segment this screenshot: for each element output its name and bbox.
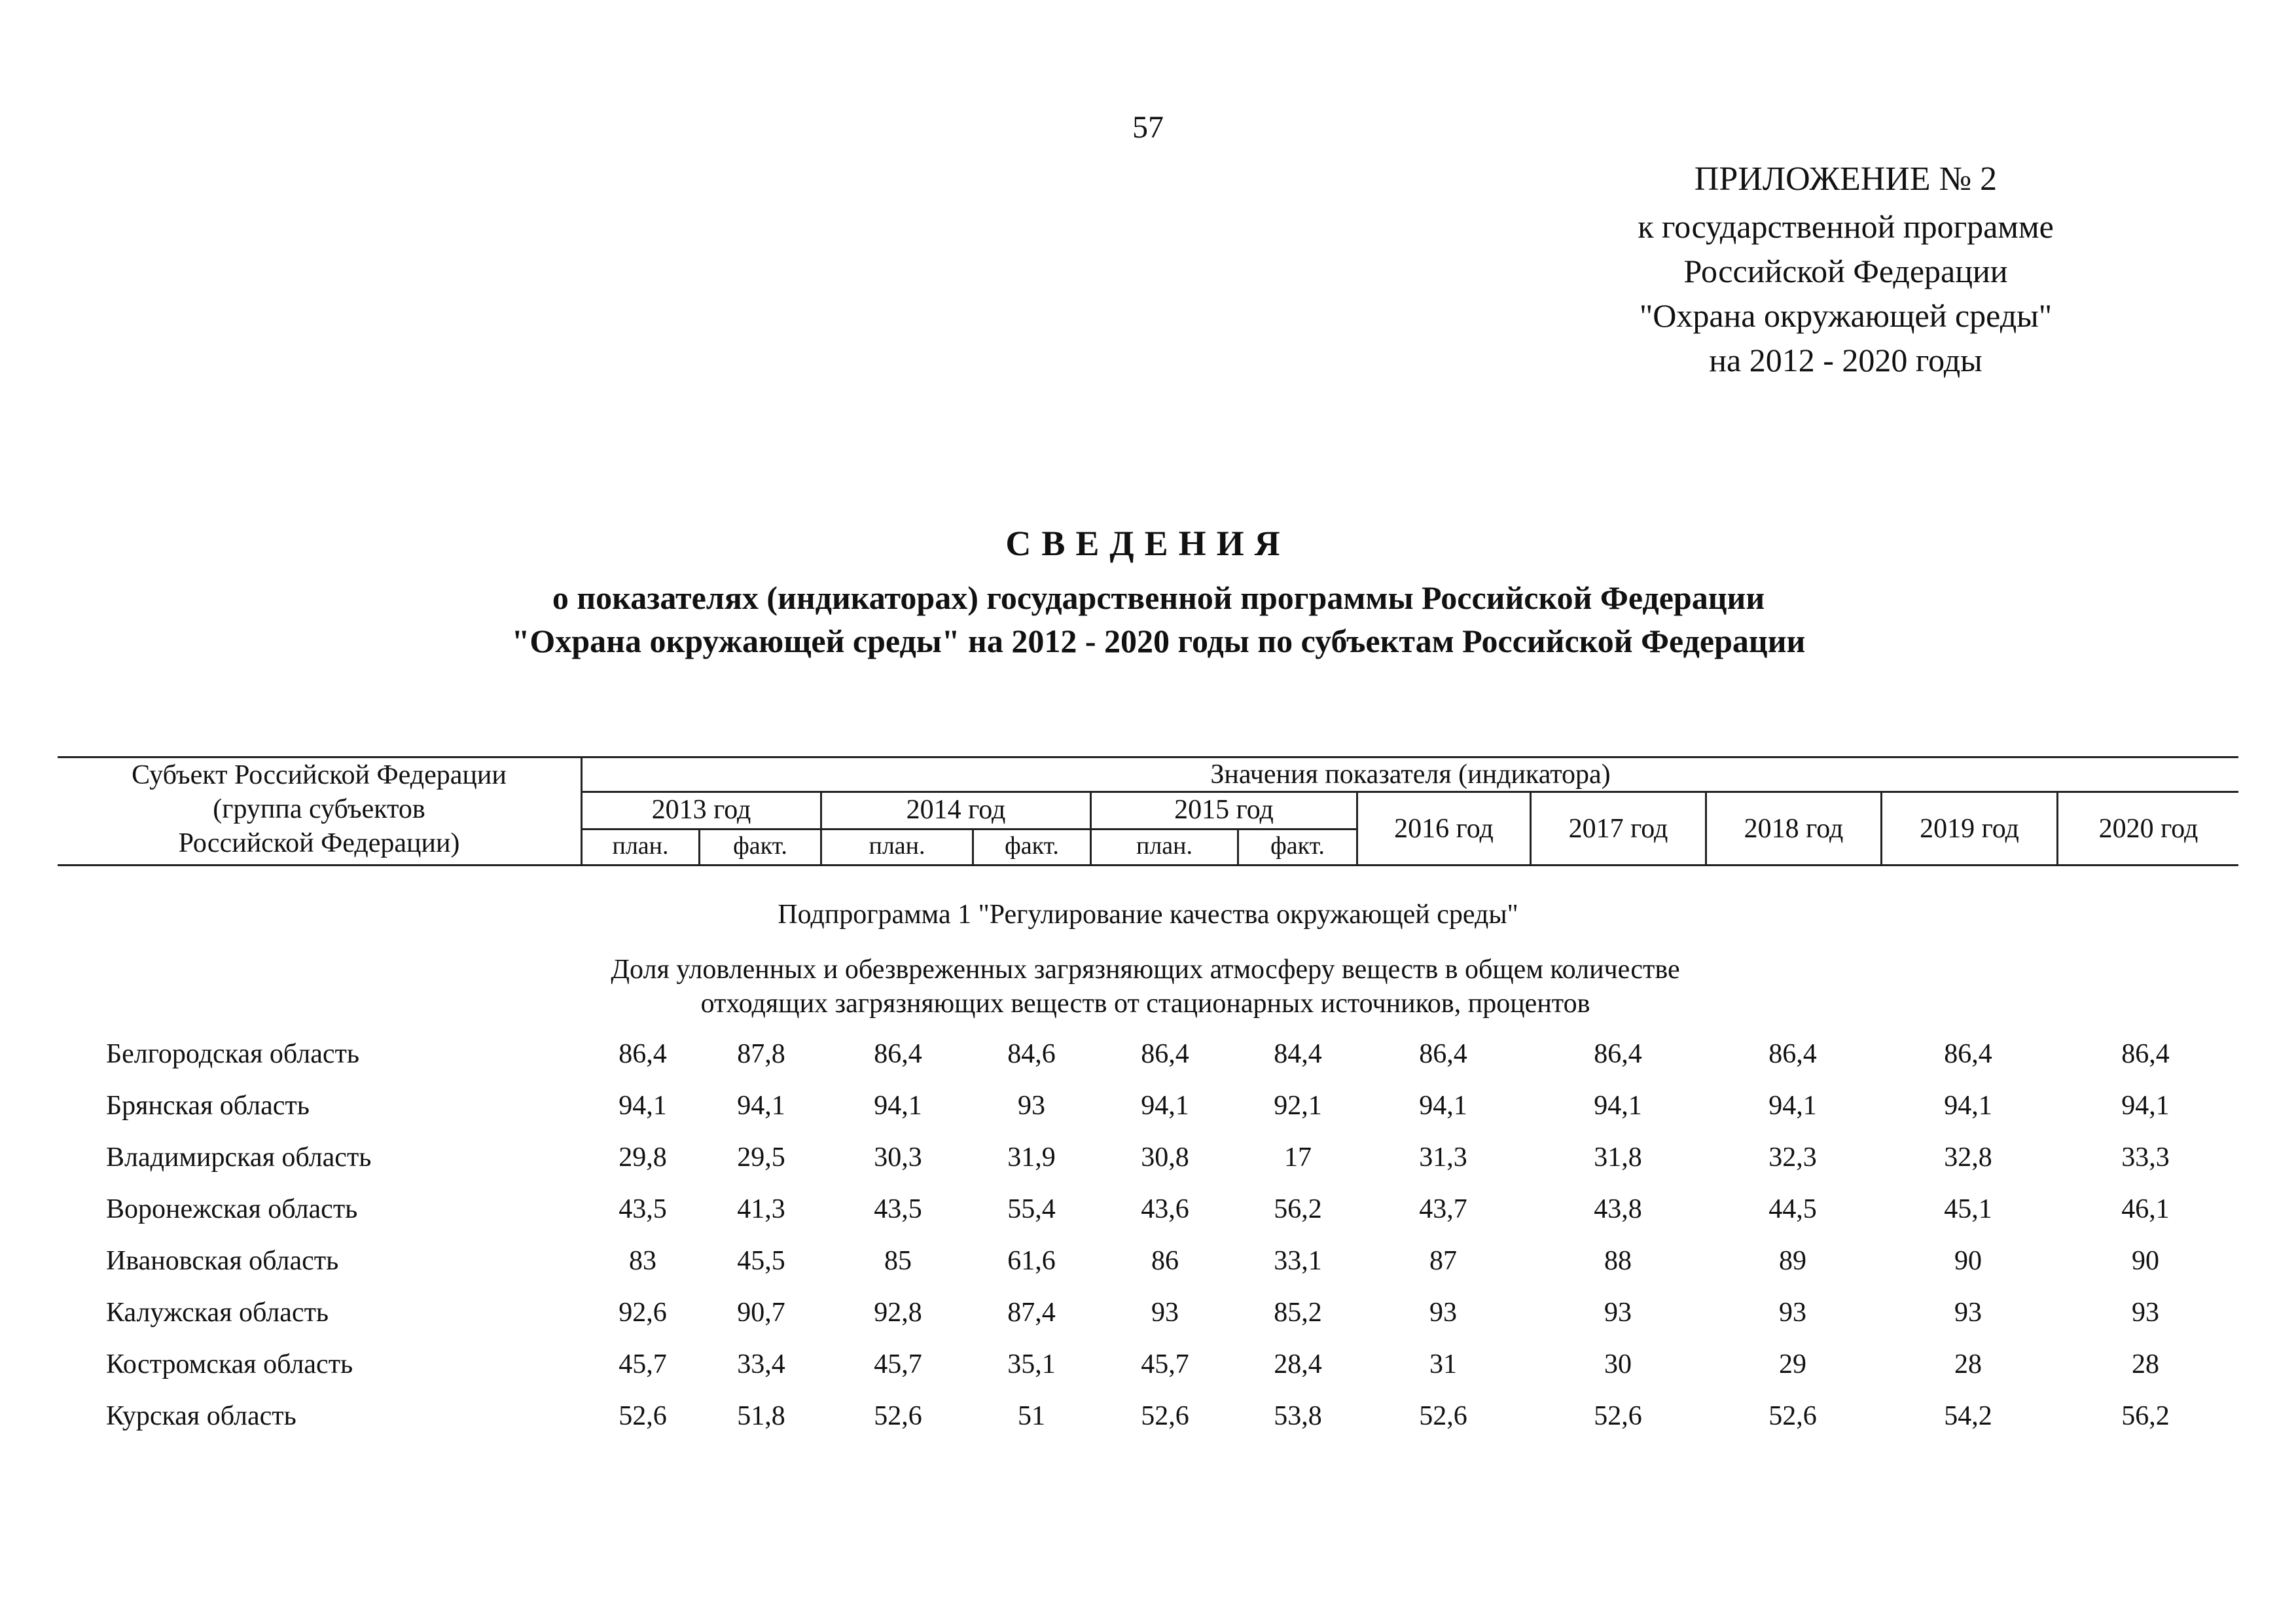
value-cell: 94,1 [619,1091,667,1121]
year-header-2015: 2015 год [1174,795,1274,825]
appendix-line: к государственной программе [1638,208,2054,245]
plan-header: план. [1136,832,1193,860]
value-cell: 86,4 [1594,1039,1642,1069]
value-cell: 43,8 [1594,1194,1642,1224]
value-cell: 93 [2132,1298,2159,1328]
indicator-line: отходящих загрязняющих веществ от стационарных источников, процентов [700,989,1590,1019]
subject-header-line: (группа субъектов [213,794,425,824]
value-cell: 93 [1954,1298,1982,1328]
value-cell: 45,5 [737,1246,785,1276]
value-cell: 45,7 [619,1349,667,1379]
value-cell: 93 [1151,1298,1179,1328]
value-cell: 89 [1779,1246,1806,1276]
value-cell: 94,1 [874,1091,922,1121]
region-name: Калужская область [106,1298,329,1328]
year-header-2018: 2018 год [1744,814,1844,844]
value-cell: 90,7 [737,1298,785,1328]
value-cell: 51,8 [737,1401,785,1431]
fact-header: факт. [733,832,787,860]
value-cell: 56,2 [2121,1401,2170,1431]
value-cell: 84,6 [1007,1039,1056,1069]
value-cell: 94,1 [1768,1091,1817,1121]
value-cell: 61,6 [1007,1246,1056,1276]
value-cell: 43,5 [874,1194,922,1224]
value-cell: 33,1 [1274,1246,1322,1276]
region-name: Белгородская область [106,1039,360,1069]
value-cell: 51 [1018,1401,1045,1431]
value-cell: 46,1 [2121,1194,2170,1224]
value-cell: 29 [1779,1349,1806,1379]
value-cell: 94,1 [737,1091,785,1121]
fact-header: факт. [1270,832,1325,860]
region-name: Ивановская область [106,1246,339,1276]
value-cell: 43,6 [1141,1194,1189,1224]
document-title: СВЕДЕНИЯ [1005,524,1291,563]
value-cell: 52,6 [619,1401,667,1431]
appendix-line: "Охрана окружающей среды" [1639,297,2053,334]
value-cell: 52,6 [1594,1401,1642,1431]
value-cell: 94,1 [2121,1091,2170,1121]
region-name: Курская область [106,1401,296,1431]
appendix-line: на 2012 - 2020 годы [1709,342,1982,378]
value-cell: 29,5 [737,1142,785,1173]
table-row [0,1241,2296,1281]
value-cell: 87,8 [737,1039,785,1069]
value-cell: 86,4 [2121,1039,2170,1069]
value-cell: 93 [1779,1298,1806,1328]
value-cell: 33,4 [737,1349,785,1379]
value-cell: 31 [1429,1349,1457,1379]
table-row [0,1345,2296,1384]
appendix-block [1505,157,2186,382]
year-header-2014: 2014 год [906,795,1006,825]
appendix-line: Российской Федерации [1683,253,2008,289]
value-cell: 44,5 [1768,1194,1817,1224]
region-name: Брянская область [106,1091,310,1121]
value-cell: 28,4 [1274,1349,1322,1379]
value-cell: 85 [884,1246,912,1276]
indicator-description [393,953,1898,1021]
value-cell: 86,4 [1419,1039,1467,1069]
year-header-2020: 2020 год [2098,814,2198,844]
value-cell: 31,9 [1007,1142,1056,1173]
value-cell: 84,4 [1274,1039,1322,1069]
value-cell: 30 [1604,1349,1632,1379]
value-cell: 28 [2132,1349,2159,1379]
value-cell: 30,8 [1141,1142,1189,1173]
value-cell: 94,1 [1141,1091,1189,1121]
value-cell: 31,8 [1594,1142,1642,1173]
value-cell: 35,1 [1007,1349,1056,1379]
appendix-heading: ПРИЛОЖЕНИЕ № 2 [1694,160,1998,198]
value-cell: 94,1 [1419,1091,1467,1121]
value-cell: 45,1 [1944,1194,1992,1224]
value-cell: 94,1 [1944,1091,1992,1121]
value-cell: 33,3 [2121,1142,2170,1173]
value-cell: 43,7 [1419,1194,1467,1224]
value-cell: 32,3 [1768,1142,1817,1173]
value-cell: 88 [1604,1246,1632,1276]
value-cell: 30,3 [874,1142,922,1173]
value-cell: 32,8 [1944,1142,1992,1173]
value-cell: 45,7 [874,1349,922,1379]
value-cell: 28 [1954,1349,1982,1379]
region-name: Костромская область [106,1349,353,1379]
fact-header: факт. [1005,832,1059,860]
table-row [0,1138,2296,1177]
value-cell: 93 [1604,1298,1632,1328]
value-cell: 83 [629,1246,656,1276]
value-cell: 90 [2132,1246,2159,1276]
table-row [0,1293,2296,1332]
table-row [0,1086,2296,1125]
value-cell: 52,6 [1419,1401,1467,1431]
value-cell: 92,1 [1274,1091,1322,1121]
value-cell: 52,6 [1768,1401,1817,1431]
document-subtitle [164,576,2153,663]
subject-header [58,758,581,860]
table-row [0,1396,2296,1436]
year-header-2016: 2016 год [1394,814,1494,844]
page-number: 57 [1132,110,1164,145]
plan-header: план. [612,832,669,860]
subtitle-line: о показателях (индикаторах) государственной программы Российской Федерации [552,579,1765,616]
value-cell: 29,8 [619,1142,667,1173]
value-cell: 92,6 [619,1298,667,1328]
value-cell: 54,2 [1944,1401,1992,1431]
year-header-2013: 2013 год [651,795,751,825]
value-cell: 90 [1954,1246,1982,1276]
table-row [0,1190,2296,1229]
value-cell: 86,4 [619,1039,667,1069]
region-name: Владимирская область [106,1142,372,1173]
value-cell: 52,6 [874,1401,922,1431]
subject-header-line: Субъект Российской Федерации [132,760,507,790]
value-cell: 93 [1429,1298,1457,1328]
value-cell: 87,4 [1007,1298,1056,1328]
value-cell: 86,4 [1944,1039,1992,1069]
value-cell: 86,4 [1141,1039,1189,1069]
value-cell: 45,7 [1141,1349,1189,1379]
value-cell: 94,1 [1594,1091,1642,1121]
value-cell: 31,3 [1419,1142,1467,1173]
value-cell: 41,3 [737,1194,785,1224]
table-row [0,1034,2296,1074]
plan-header: план. [869,832,925,860]
value-cell: 92,8 [874,1298,922,1328]
subprogram-title: Подпрограмма 1 "Регулирование качества окружающей среды" [778,900,1518,930]
value-cell: 87 [1429,1246,1457,1276]
subject-header-line: Российской Федерации) [178,828,460,858]
value-cell: 86,4 [874,1039,922,1069]
value-cell: 43,5 [619,1194,667,1224]
value-cell: 56,2 [1274,1194,1322,1224]
value-cell: 55,4 [1007,1194,1056,1224]
table-header-bottom-rule [58,864,2238,866]
region-name: Воронежская область [106,1194,358,1224]
value-cell: 52,6 [1141,1401,1189,1431]
year-header-2017: 2017 год [1568,814,1668,844]
value-cell: 86,4 [1768,1039,1817,1069]
year-header-2019: 2019 год [1920,814,2019,844]
indicator-line: Доля уловленных и обезвреженных загрязняющих атмосферу веществ в общем количестве [611,955,1680,985]
subtitle-line: "Охрана окружающей среды" на 2012 - 2020 годы по субъектам Российской Федерации [511,623,1806,659]
value-cell: 85,2 [1274,1298,1322,1328]
value-cell: 93 [1018,1091,1045,1121]
value-cell: 17 [1284,1142,1312,1173]
value-cell: 86 [1151,1246,1179,1276]
value-cell: 53,8 [1274,1401,1322,1431]
values-header: Значения показателя (индикатора) [1210,759,1611,790]
